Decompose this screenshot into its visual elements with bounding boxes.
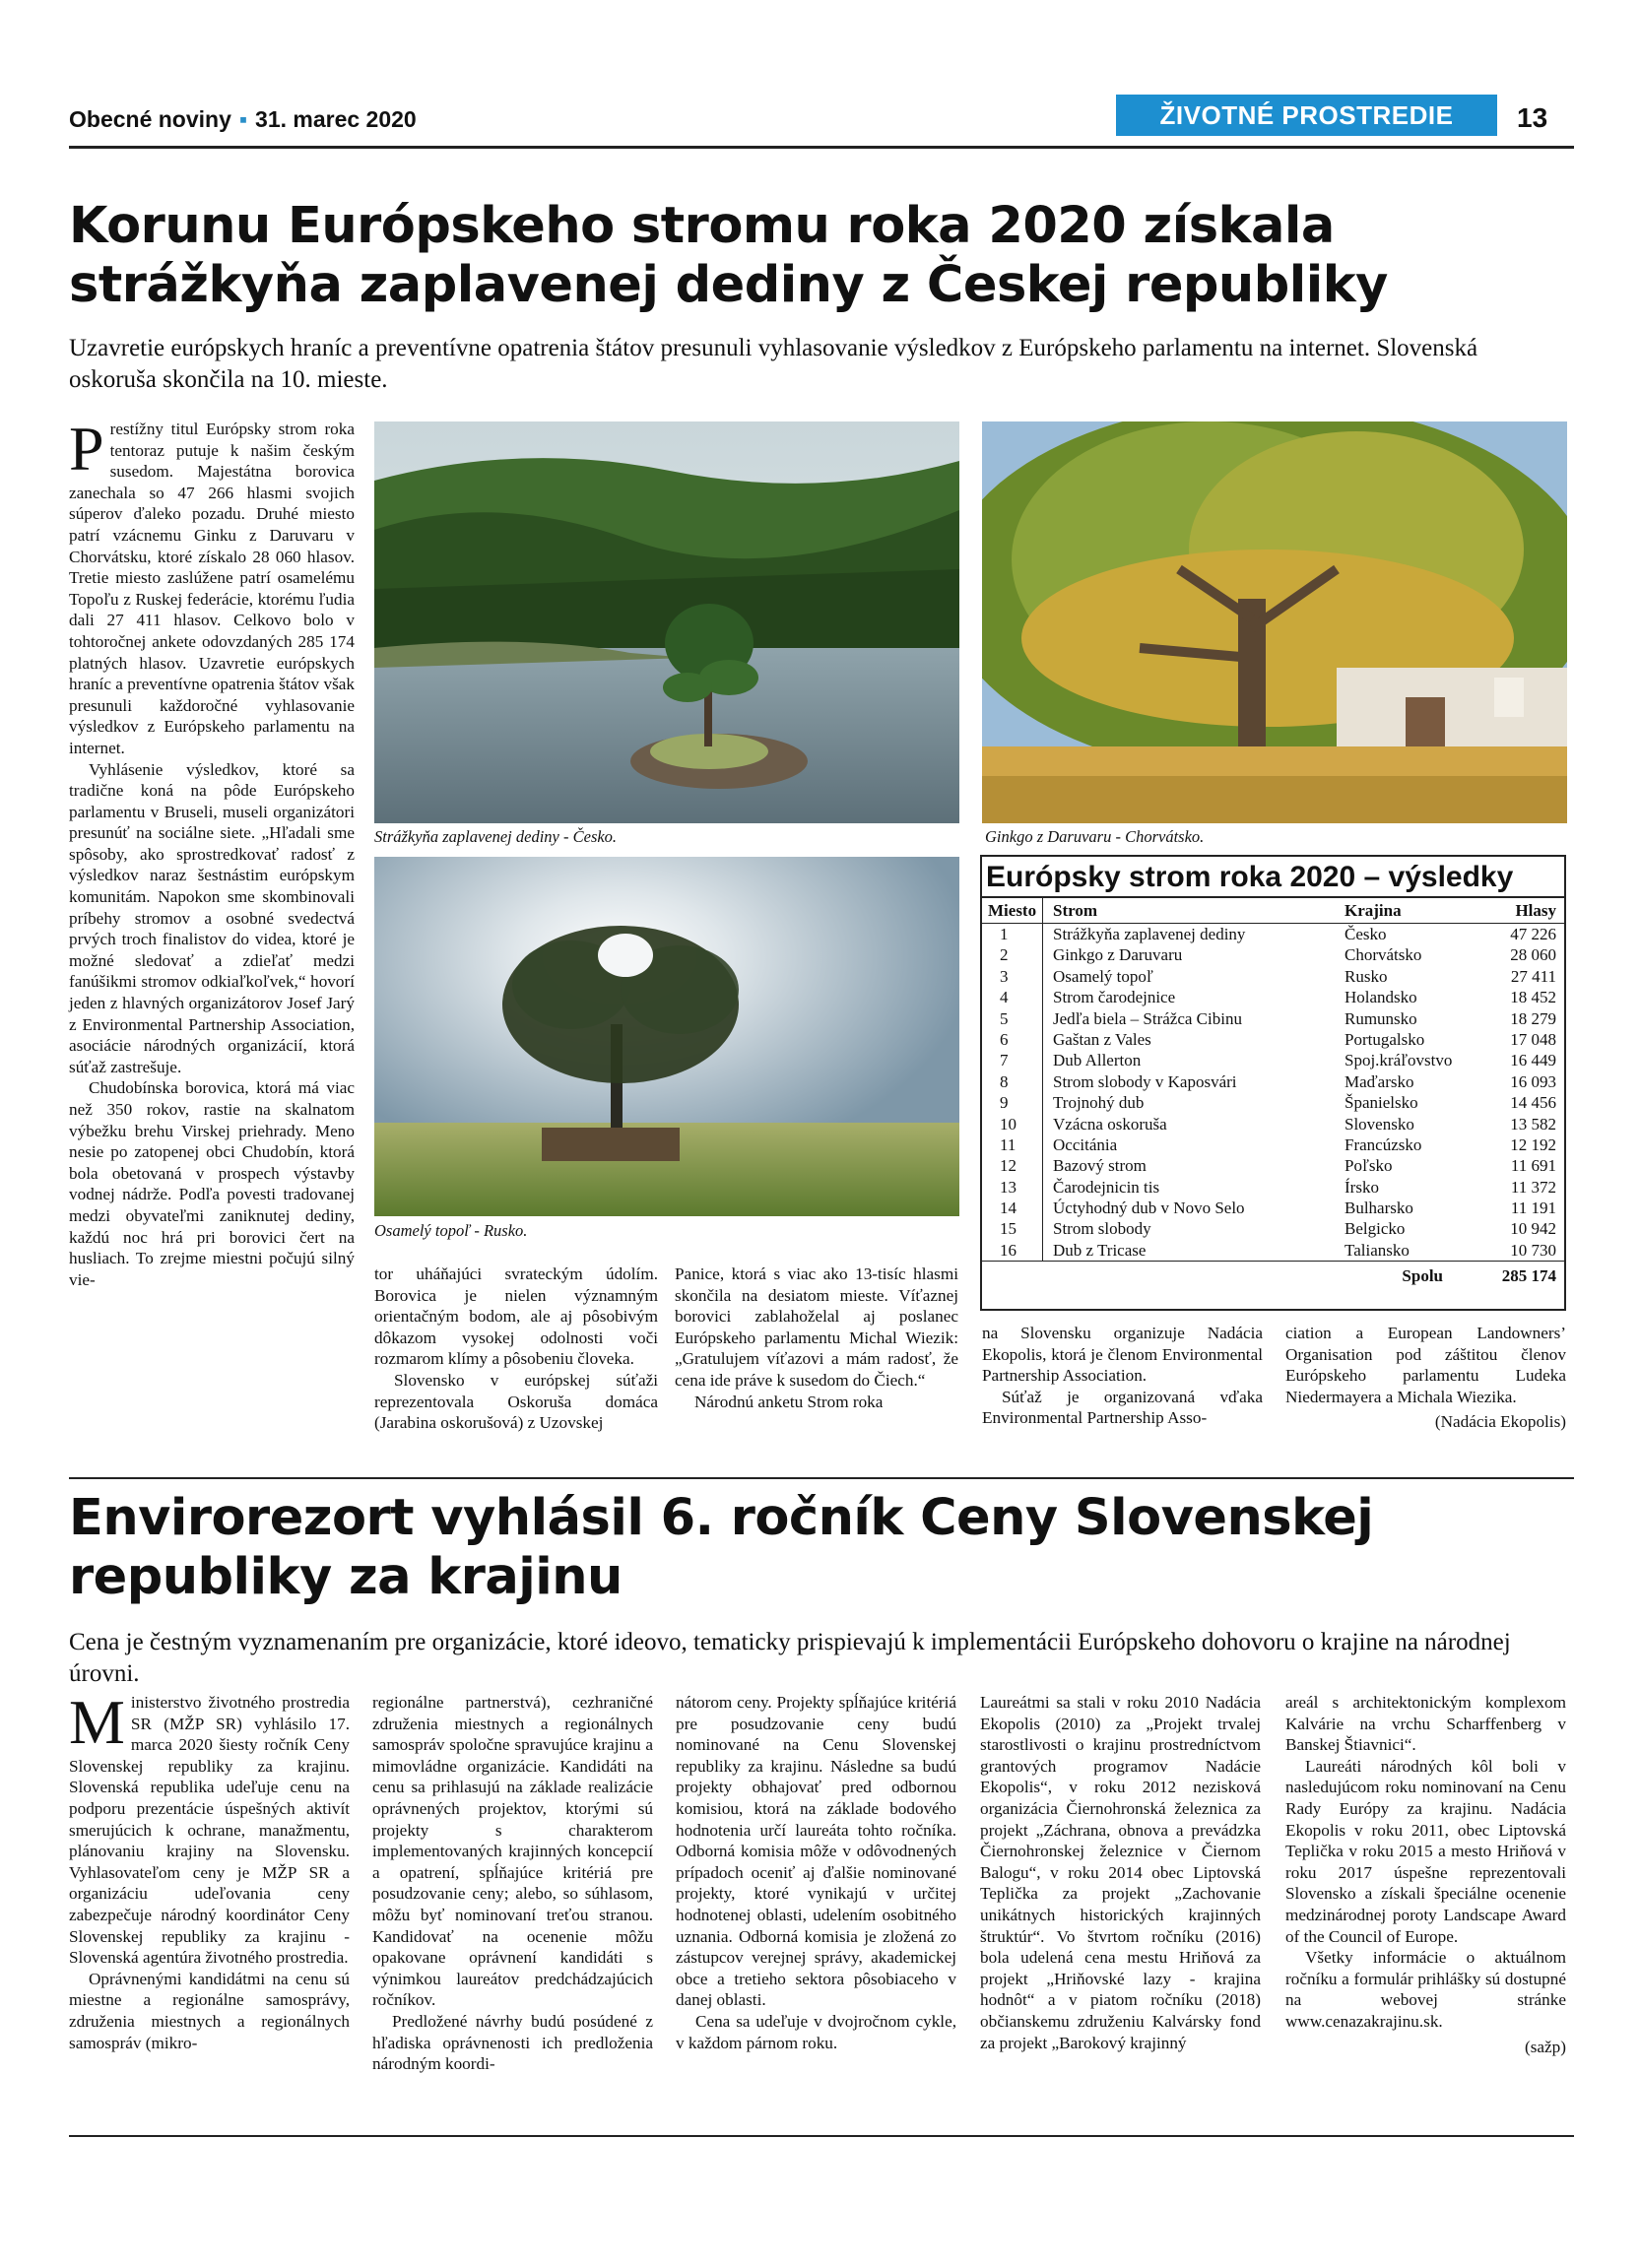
- article2-paragraph: Všetky informácie o aktuálnom ročníku a formulár prihlášky sú dostupné na webovej stránke www.cenazakrajinu.sk.: [1285, 1948, 1566, 2031]
- table-cell: 3: [982, 966, 1043, 987]
- table-cell: Čarodejnicin tis: [1053, 1177, 1160, 1197]
- table-cell: 15: [982, 1218, 1043, 1239]
- article1-column-2: [374, 1264, 658, 1470]
- article1-paragraph: tor uháňajúci svrateckým údolím. Borovica je nielen významným orientačným bodom, ale aj pôsobivým dôkazom vysokej odolnosti voči rozmarom klímy a pôsobeniu človeka.: [374, 1264, 658, 1369]
- table-cell: 16 449: [1510, 1051, 1556, 1070]
- table-row: [982, 944, 1564, 965]
- table-cell: Trojnohý dub: [1053, 1093, 1145, 1113]
- table-cell: 11 691: [1510, 1156, 1556, 1176]
- issue-date: 31. marec 2020: [255, 106, 417, 132]
- article1-signature: (Nadácia Ekopolis): [1434, 1412, 1566, 1432]
- article1-column-1: [69, 414, 355, 1462]
- table-cell: Taliansko: [1345, 1240, 1410, 1260]
- page-number: 13: [1517, 102, 1548, 133]
- article2-column-5: [1285, 1692, 1566, 2120]
- table-cell: 1: [982, 924, 1043, 944]
- table-cell: 9: [982, 1092, 1043, 1113]
- article1-paragraph: ciation a European Landowners’ Organisation pod záštitou členov Európskeho parlamentu Ludeka Niedermayera a Michala Wiezika.: [1285, 1324, 1566, 1406]
- total-label: Spolu: [1402, 1266, 1443, 1286]
- table-cell: 10: [982, 1114, 1043, 1134]
- table-cell: 12: [982, 1155, 1043, 1176]
- table-row: [982, 1114, 1564, 1134]
- table-cell: 16 093: [1510, 1071, 1556, 1091]
- article2-signature: (sažp): [1525, 2037, 1566, 2056]
- table-cell: 10 942: [1510, 1219, 1556, 1239]
- table-cell: Poľsko: [1345, 1156, 1393, 1176]
- article1-column-5: [1285, 1323, 1566, 1470]
- section-label: ŽIVOTNÉ PROSTREDIE: [1116, 95, 1497, 136]
- article2-title: Envirorezort vyhlásil 6. ročník Ceny Slovenskej republiky za krajinu: [69, 1489, 1374, 1606]
- article1-paragraph: Chudobínska borovica, ktorá má viac než 350 rokov, rastie na skalnatom výbežku brehu Virskej priehrady. Meno nesie po zatopenej obci Chudobín, ktorá bola obetovaná v prospech výstavby vodnej nádrže. Podľa povesti tradovanej medzi obyvateľmi zaniknutej dediny, každú noc hrá pri borovici čert na husliach. To zrejme miestni počujú silný vie-: [69, 1078, 355, 1289]
- article2-paragraph: Laureáti národných kôl boli v nasledujúcom roku nominovaní na Cenu Rady Európy za krajinu. Nadácia Ekopolis v roku 2011, obec Liptovská Teplička v roku 2015 a mesto Hriňová v roku 2017 úspešne reprezentovali Slovensko a získali špeciálne ocenenie medzinárodnej poroty Landscape Award of the Council of Europe.: [1285, 1756, 1566, 1946]
- article2-paragraph: Predložené návrhy budú posúdené z hľadiska oprávnenosti ich predloženia národným koordi-: [372, 2011, 653, 2074]
- dropcap: M: [69, 1687, 125, 1757]
- article1-paragraph: Panice, ktorá s viac ako 13-tisíc hlasmi skončila na desiatom mieste. Víťaznej borovici zablahoželal aj poslanec Európskeho parlamentu Michal Wiezik: „Gratulujem víťazovi a mám radosť, že cena ide práve k susedom do Čiech.“: [675, 1264, 958, 1390]
- paragraph-text: restížny titul Európsky strom roka tentoraz putuje k našim českým susedom. Majestátna borovica zanechala so 47 266 hlasmi svojich súperov ďaleko pozadu. Druhé miesto patrí vzácnemu Ginku z Daruvaru v Chorvátsku, ktoré získalo 28 060 hlasov. Tretie miesto zaslúžene patrí osamelému Topoľu z Ruskej federácie, ktorému ľudia dali 27 411 hlasov. Celkovo bolo v tohtoročnej ankete odovzdaných 285 174 platných hlasov. Uzavretie európskych hraníc a preventívne opatrenia štátov však presunuli každoročné vyhlasovanie výsledkov z Európskeho parlamentu na internet.: [69, 420, 355, 757]
- article1-column-3: [675, 1264, 958, 1470]
- table-cell: Strom čarodejnice: [1053, 988, 1176, 1007]
- paper-name: Obecné noviny: [69, 106, 231, 132]
- article1-paragraph: Slovensko v európskej súťaži reprezentovala Oskoruša domáca (Jarabina oskorušová) z Uzovskej: [374, 1370, 658, 1433]
- table-cell: Francúzsko: [1345, 1134, 1422, 1154]
- table-cell: 11 191: [1510, 1199, 1556, 1218]
- table-cell: 13 582: [1510, 1114, 1556, 1134]
- photo-lone-poplar: [374, 857, 959, 1216]
- table-cell: Vzácna oskoruša: [1053, 1114, 1167, 1134]
- table-cell: 18 452: [1510, 988, 1556, 1007]
- article2-paragraph: Oprávnenými kandidátmi na cenu sú miestne a regionálne samosprávy, združenia miestnych a regionálnych samospráv (mikro-: [69, 1969, 350, 2052]
- table-cell: Bulharsko: [1345, 1199, 1413, 1218]
- photo-ginkgo: [982, 421, 1567, 823]
- table-cell: Úctyhodný dub v Novo Selo: [1053, 1199, 1245, 1218]
- table-cell: 7: [982, 1050, 1043, 1070]
- article2-paragraph: [69, 1687, 350, 1969]
- table-cell: Jedľa biela – Strážca Cibinu: [1053, 1008, 1242, 1028]
- article2-column-3: [676, 1692, 956, 2120]
- table-cell: 2: [982, 944, 1043, 965]
- article2-paragraph: Laureátmi sa stali v roku 2010 Nadácia Ekopolis (2010) za „Projekt trvalej starostlivosti o krajinu prostredníctvom grantových programov Nadácie Ekopolis“, v roku 2012 nezisková organizácia Čiernohronská železnica za projekt „Záchrana, obnova a prevádzka Čiernohronskej železnice v Čiernom Balogu“, v roku 2014 obec Liptovská Teplička za projekt „Zachovanie unikátnych historických krajinných štruktúr“. Vo štvrtom ročníku (2016) bola udelená cena mestu Hriňová za projekt „Hriňovské lazy - krajina hodnôt“ a v piatom ročníku (2018) občianskemu združeniu Kalvársky fond za projekt „Barokový krajinný: [980, 1693, 1261, 2052]
- table-cell: Occitánia: [1053, 1134, 1118, 1154]
- table-row: [982, 1155, 1564, 1176]
- photo-caption: Ginkgo z Daruvaru - Chorvátsko.: [985, 827, 1205, 846]
- table-cell: Osamelý topoľ: [1053, 966, 1153, 986]
- table-cell: Španielsko: [1345, 1093, 1418, 1113]
- article1-paragraph: Národnú anketu Strom roka: [694, 1392, 884, 1411]
- table-row: [982, 924, 1564, 944]
- table-cell: 14 456: [1510, 1093, 1556, 1113]
- article1-title: Korunu Európskeho stromu roka 2020 získala strážkyňa zaplavenej dediny z Českej republiky: [69, 197, 1388, 314]
- table-cell: Dub Allerton: [1053, 1051, 1142, 1070]
- table-cell: Rumunsko: [1345, 1008, 1417, 1028]
- table-row: [982, 1050, 1564, 1070]
- article2-column-1: [69, 1687, 350, 2120]
- table-row: [982, 1029, 1564, 1050]
- table-cell: 17 048: [1510, 1029, 1556, 1049]
- table-cell: 8: [982, 1071, 1043, 1092]
- table-cell: Spoj.kráľovstvo: [1345, 1051, 1453, 1070]
- table-cell: Česko: [1345, 925, 1387, 943]
- dropcap: P: [69, 414, 104, 484]
- article2-lede: Cena je čestným vyznamenaním pre organizácie, ktoré ideovo, tematicky prispievajú k implementácii Európskeho dohovoru o krajine na národnej úrovni.: [69, 1629, 1511, 1687]
- table-row: [982, 987, 1564, 1007]
- table-cell: 4: [982, 987, 1043, 1007]
- total-value: 285 174: [1501, 1266, 1556, 1286]
- table-cell: Maďarsko: [1345, 1071, 1414, 1091]
- table-row: [982, 1134, 1564, 1155]
- table-row: [982, 1218, 1564, 1239]
- table-cell: 10 730: [1510, 1240, 1556, 1260]
- table-cell: Holandsko: [1345, 988, 1417, 1007]
- table-row: [982, 1198, 1564, 1218]
- table-cell: 27 411: [1510, 966, 1556, 986]
- table-header-cell: Strom: [1053, 901, 1098, 920]
- table-header-cell: Hlasy: [1515, 901, 1556, 920]
- table-cell: 16: [982, 1240, 1043, 1261]
- article-divider: [69, 1477, 1574, 1479]
- table-cell: Gaštan z Vales: [1053, 1029, 1151, 1049]
- table-cell: 13: [982, 1177, 1043, 1198]
- table-cell: Dub z Tricase: [1053, 1240, 1147, 1260]
- table-header-cell: Miesto: [982, 898, 1043, 923]
- table-cell: Belgicko: [1345, 1219, 1406, 1239]
- bottom-rule: [69, 2135, 1574, 2137]
- photo-caption: Osamelý topoľ - Rusko.: [374, 1221, 528, 1240]
- article2-column-4: [980, 1692, 1261, 2120]
- table-row: [982, 1092, 1564, 1113]
- photo-strazkyna-pine: [374, 421, 959, 823]
- table-body: [982, 924, 1564, 1261]
- table-row: [982, 1008, 1564, 1029]
- photo-caption: Strážkyňa zaplavenej dediny - Česko.: [374, 827, 618, 846]
- article2-paragraph: regionálne partnerstvá), cezhraničné združenia miestnych a regionálnych samospráv spoločne spravujúce krajinu a mimovládne organizácie. Kandidáti na cenu sa prihlasujú na základe realizácie oprávnených projektov, ktorými sú projekty s charakterom implementovaných krajinných koncepcií a opatrení, spĺňajúce kritériá pre posudzovanie ceny; alebo, so súhlasom, môžu byť nominovaní treťou stranou. Kandidovať na ocenenie môžu opakovane oprávnení kandidáti s výnimkou laureátov predchádzajúcich ročníkov.: [372, 1693, 653, 2010]
- table-cell: Írsko: [1345, 1177, 1379, 1197]
- article2-paragraph: nátorom ceny. Projekty spĺňajúce kritériá pre posudzovanie ceny budú nominované na Cenu Slovenskej republiky za krajinu. Následne sa budú projekty obhajovať pred odbornou komisiou, ktorá na základe bodového hodnotenia určí laureáta tohto ročníka. Odborná komisia môže v odôvodnených prípadoch oceniť aj ďalšie nominované projekty, ktoré vynikajú v určitej hodnotenej oblasti, udelením osobitného uznania. Odborná komisia je zložená zo zástupcov verejnej správy, akademickej obce a tretieho sektora pôsobiaceho v danej oblasti.: [676, 1693, 956, 2010]
- table-cell: 6: [982, 1029, 1043, 1050]
- article1-paragraph: Vyhlásenie výsledkov, ktoré sa tradične koná na pôde Európskeho parlamentu v Bruseli, museli organizátori presunúť na sociálne siete. „Hľadali sme spôsoby, ako sprostredkovať radosť z výsledkov naraz šestnástim európskym komunitám. Napokon sme skombinovali príbehy stromov a osobné svedectvá prvých troch finalistov do videa, ktoré je možné sledovať a zdieľať medzi fanúšikmi stromov odkiaľkoľvek,“ hovorí jeden z hlavných organizátorov Josef Jarý z Environmental Partnership Association, asociácie národných organizácií, ktorá súťaž zastrešuje.: [69, 759, 355, 1076]
- table-row: [982, 1240, 1564, 1261]
- header-rule: [69, 146, 1574, 149]
- table-cell: 28 060: [1510, 945, 1556, 965]
- table-title: Európsky strom roka 2020 – výsledky: [982, 857, 1564, 898]
- table-cell: 5: [982, 1008, 1043, 1029]
- article1-lede: Uzavretie európskych hraníc a preventívne opatrenia štátov presunuli vyhlasovanie výsledkov z Európskeho parlamentu na internet. Slovenská oskoruša skončila na 10. mieste.: [69, 335, 1478, 393]
- table-cell: Strom slobody v Kaposvári: [1053, 1071, 1237, 1091]
- table-header-row: [982, 898, 1564, 924]
- table-cell: Strážkyňa zaplavenej dediny: [1053, 925, 1246, 943]
- table-cell: Ginkgo z Daruvaru: [1053, 945, 1183, 965]
- separator-dot: ▪: [238, 106, 248, 132]
- table-cell: 12 192: [1510, 1134, 1556, 1154]
- article2-paragraph: Cena sa udeľuje v dvojročnom cykle, v každom párnom roku.: [676, 2011, 956, 2052]
- article2-column-2: [372, 1692, 653, 2120]
- paragraph-text: inisterstvo životného prostredia SR (MŽP SR) vyhlásilo 17. marca 2020 šiesty ročník Ceny Slovenskej republiky za krajinu. Slovenská republika udeľuje cenu na podporu prezentácie úspešných aktivít smerujúcich k ochrane, manažmentu, plánovaniu krajiny na Slovensku. Vyhlasovateľom ceny je MŽP SR a organizáciu udeľovania ceny zabezpečuje národný koordinátor Ceny Slovenskej republiky za krajinu - Slovenská agentúra životného prostredia.: [69, 1693, 350, 1968]
- article1-column-4: [982, 1323, 1263, 1470]
- table-row: [982, 1177, 1564, 1198]
- table-cell: Slovensko: [1345, 1114, 1414, 1134]
- table-cell: 14: [982, 1198, 1043, 1218]
- table-cell: 18 279: [1510, 1008, 1556, 1028]
- article1-paragraph: na Slovensku organizuje Nadácia Ekopolis, ktorá je členom Environmental Partnership Association.: [982, 1324, 1263, 1386]
- article2-paragraph: areál s architektonickým komplexom Kalvárie na vrchu Scharffenberg v Banskej Štiavnici“.: [1285, 1693, 1566, 1755]
- table-cell: Portugalsko: [1345, 1029, 1425, 1049]
- table-cell: Chorvátsko: [1345, 945, 1422, 965]
- article1-paragraph: [69, 414, 355, 759]
- table-cell: 11 372: [1510, 1177, 1556, 1197]
- masthead: [69, 106, 417, 133]
- table-cell: Bazový strom: [1053, 1156, 1147, 1176]
- table-row: [982, 966, 1564, 987]
- article1-paragraph: Súťaž je organizovaná vďaka Environmental Partnership Asso-: [982, 1387, 1263, 1428]
- results-table: [980, 855, 1566, 1311]
- table-header-cell: Krajina: [1345, 901, 1402, 920]
- table-row: [982, 1071, 1564, 1092]
- table-cell: 11: [982, 1134, 1043, 1155]
- table-cell: 47 226: [1510, 925, 1556, 943]
- table-total-row: [982, 1261, 1564, 1290]
- table-cell: Rusko: [1345, 966, 1388, 986]
- table-cell: Strom slobody: [1053, 1219, 1151, 1239]
